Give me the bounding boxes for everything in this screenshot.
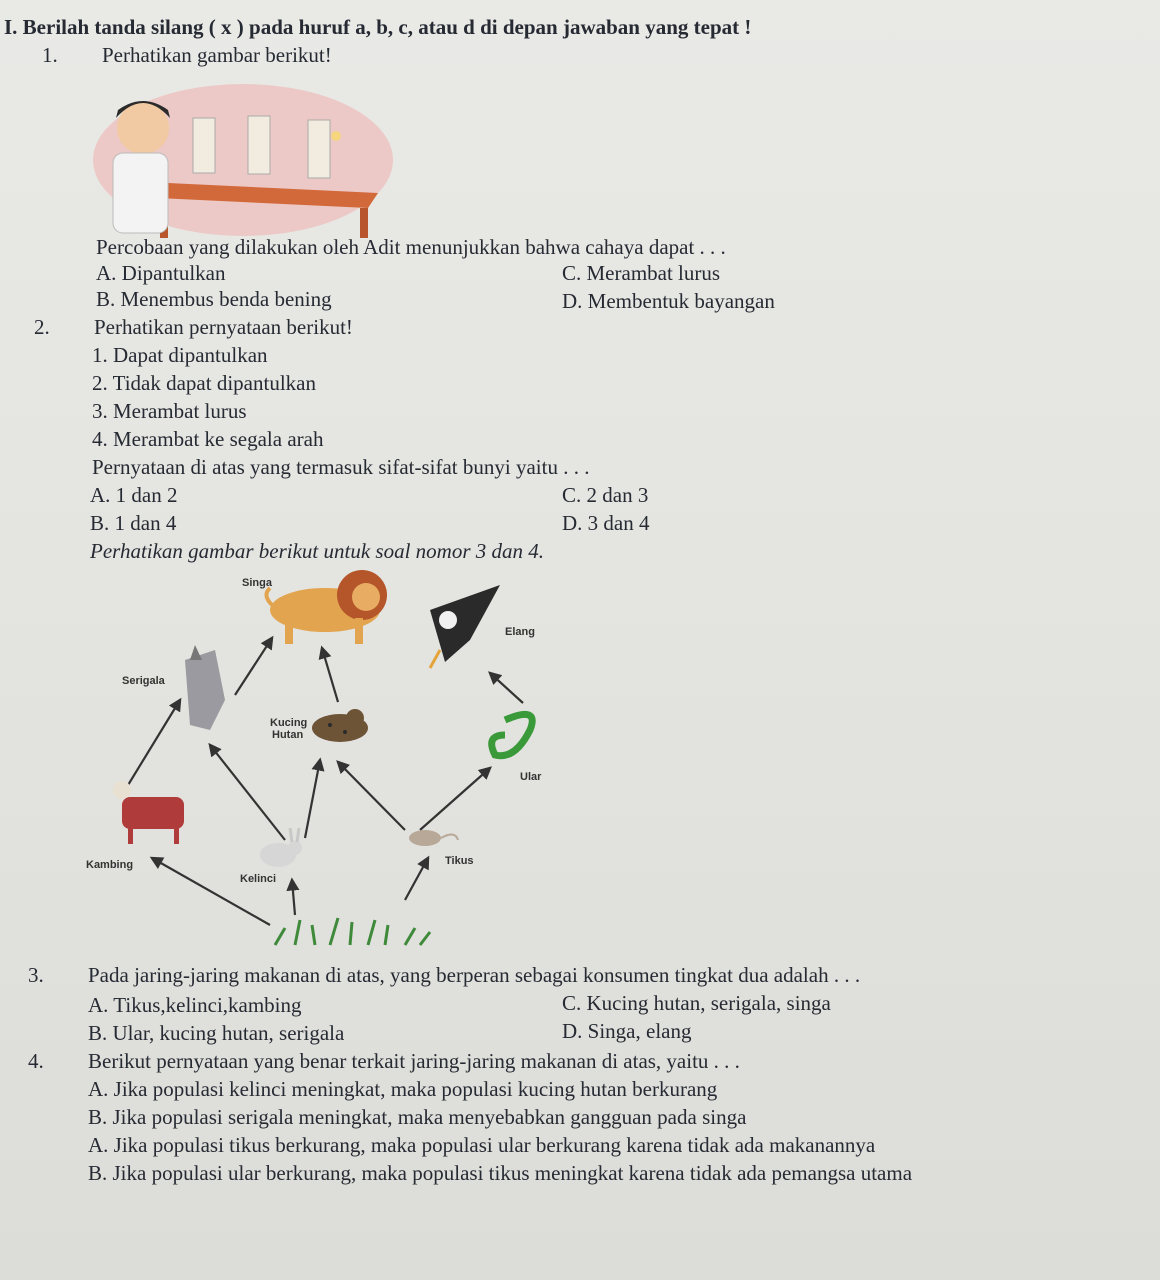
q3-number: 3. bbox=[28, 963, 44, 987]
q2-option-d[interactable]: D. 3 dan 4 bbox=[562, 511, 650, 535]
q2-number: 2. bbox=[34, 315, 50, 339]
q4-option-3[interactable]: A. Jika populasi tikus berkurang, maka populasi ular berkurang karena tidak ada makanannya bbox=[88, 1133, 876, 1157]
food-web-label-hutan: Hutan bbox=[272, 729, 304, 741]
food-web-label-ular: Ular bbox=[520, 771, 542, 783]
q1-option-b[interactable]: B. Menembus benda bening bbox=[96, 287, 332, 311]
q2-statement-3: 3. Merambat lurus bbox=[92, 399, 247, 423]
q4-number: 4. bbox=[28, 1049, 44, 1073]
lion-illustration bbox=[266, 570, 387, 644]
q2-statement-2: 2. Tidak dapat dipantulkan bbox=[92, 371, 316, 395]
q3-option-b[interactable]: B. Ular, kucing hutan, serigala bbox=[88, 1021, 345, 1045]
wolf-illustration bbox=[185, 645, 225, 730]
q3-option-c[interactable]: C. Kucing hutan, serigala, singa bbox=[562, 991, 831, 1015]
q3-stem: Pada jaring-jaring makanan di atas, yang berperan sebagai konsumen tingkat dua adalah . . . bbox=[88, 963, 861, 987]
goat-illustration bbox=[113, 781, 184, 844]
q4-option-1[interactable]: A. Jika populasi kelinci meningkat, maka populasi kucing hutan berkurang bbox=[88, 1077, 718, 1101]
q2-intro: Perhatikan pernyataan berikut! bbox=[94, 315, 353, 339]
food-web-label-kucing: Kucing bbox=[270, 717, 308, 729]
q1-intro: Perhatikan gambar berikut! bbox=[102, 43, 332, 67]
food-web-label-singa: Singa bbox=[242, 577, 272, 589]
instruction-heading: I. Berilah tanda silang ( x ) pada huruf a, b, c, atau d di depan jawaban yang tepat ! bbox=[4, 15, 752, 39]
q4-option-2[interactable]: B. Jika populasi serigala meningkat, maka menyebabkan gangguan pada singa bbox=[88, 1105, 747, 1129]
q3-option-a[interactable]: A. Tikus,kelinci,kambing bbox=[88, 993, 302, 1017]
q1-option-c[interactable]: C. Merambat lurus bbox=[562, 261, 721, 285]
food-web-note: Perhatikan gambar berikut untuk soal nomor 3 dan 4. bbox=[90, 539, 545, 563]
q1-number: 1. bbox=[42, 43, 58, 67]
wild-cat-illustration bbox=[312, 709, 368, 742]
food-web-diagram bbox=[80, 566, 600, 956]
q4-option-4[interactable]: B. Jika populasi ular berkurang, maka populasi tikus meningkat karena tidak ada pemangsa utama bbox=[88, 1161, 913, 1185]
food-web-label-kambing: Kambing bbox=[86, 859, 134, 871]
q2-option-b[interactable]: B. 1 dan 4 bbox=[90, 511, 177, 535]
q4-stem: Berikut pernyataan yang benar terkait jaring-jaring makanan di atas, yaitu . . . bbox=[88, 1049, 740, 1073]
eagle-illustration bbox=[430, 585, 500, 668]
food-web-label-serigala: Serigala bbox=[122, 675, 165, 687]
q2-statement-1: 1. Dapat dipantulkan bbox=[92, 343, 268, 367]
q1-option-d[interactable]: D. Membentuk bayangan bbox=[562, 289, 775, 313]
q1-stem: Percobaan yang dilakukan oleh Adit menunjukkan bahwa cahaya dapat . . . bbox=[96, 235, 726, 259]
food-web-label-kelinci: Kelinci bbox=[240, 873, 277, 885]
q1-option-a[interactable]: A. Dipantulkan bbox=[96, 261, 226, 285]
q2-statement-4: 4. Merambat ke segala arah bbox=[92, 427, 324, 451]
snake-illustration bbox=[492, 714, 533, 755]
q2-option-c[interactable]: C. 2 dan 3 bbox=[562, 483, 649, 507]
grass-illustration bbox=[275, 918, 430, 945]
q1-experiment-illustration bbox=[98, 88, 388, 233]
food-web-label-elang: Elang bbox=[505, 626, 535, 638]
mouse-illustration bbox=[409, 830, 458, 846]
q3-option-d[interactable]: D. Singa, elang bbox=[562, 1019, 692, 1043]
q2-stem: Pernyataan di atas yang termasuk sifat-sifat bunyi yaitu . . . bbox=[92, 455, 590, 479]
food-web-label-tikus: Tikus bbox=[445, 855, 474, 867]
q2-option-a[interactable]: A. 1 dan 2 bbox=[90, 483, 178, 507]
